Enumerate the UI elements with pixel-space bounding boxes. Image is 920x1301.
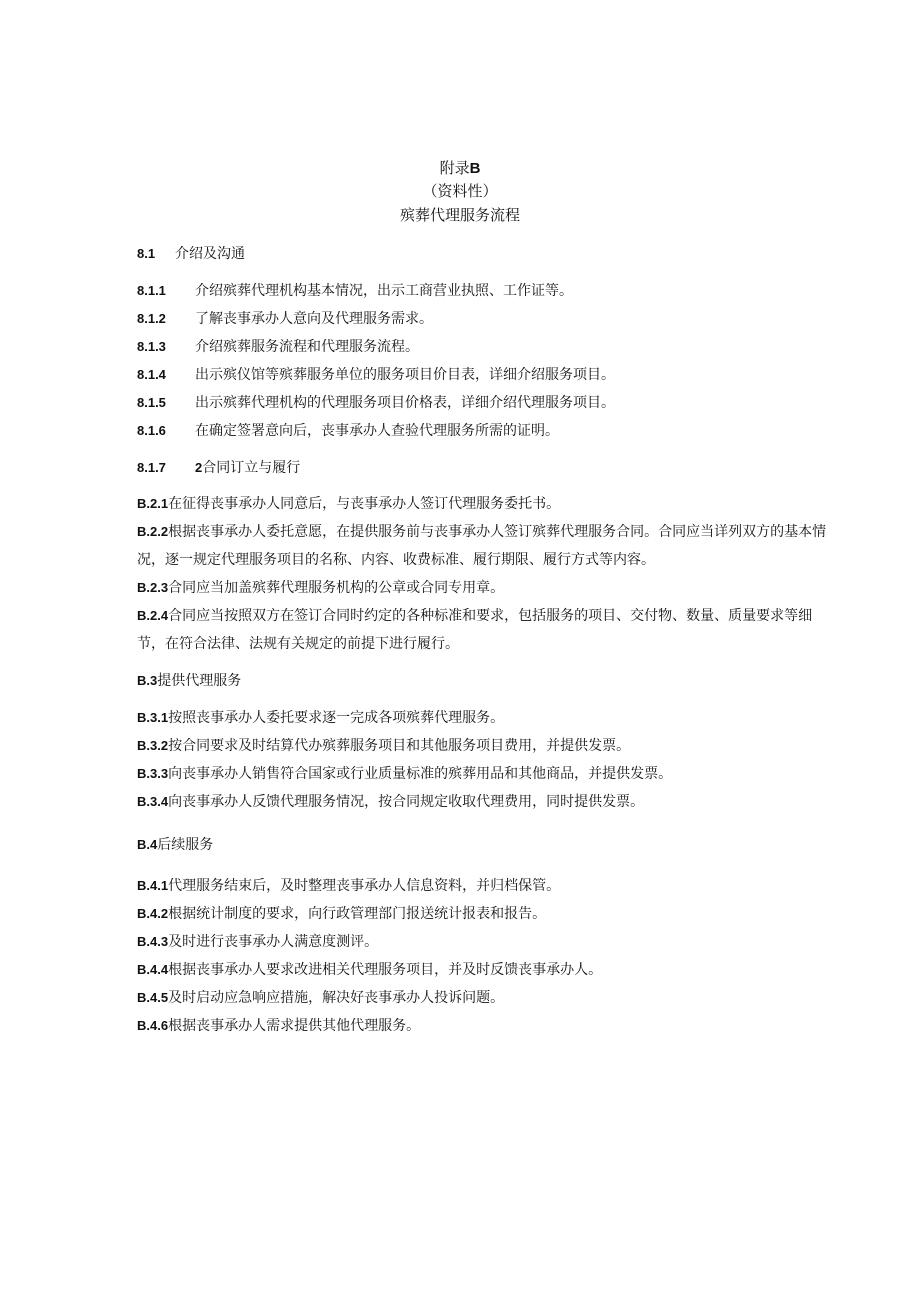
clause-number: 8.1.7 xyxy=(137,460,166,475)
clause-item xyxy=(137,764,672,784)
clause-number: B.2.1 xyxy=(137,496,169,511)
clause-item xyxy=(137,393,615,413)
clause-text: 合同应当按照双方在签订合同时约定的各种标准和要求，包括服务的项目、交付物、数量、质量要求等细节，在符合法律、法规有关规定的前提下进行履行。 xyxy=(137,608,813,652)
clause-number: 8.1.4 xyxy=(137,367,166,382)
section-title: 提供代理服务 xyxy=(157,673,242,689)
clause-text: 出示殡仪馆等殡葬服务单位的服务项目价目表，详细介绍服务项目。 xyxy=(195,367,615,383)
clause-text: 向丧事承办人反馈代理服务情况，按合同规定收取代理费用，同时提供发票。 xyxy=(168,794,645,810)
clause-item xyxy=(137,792,644,812)
clause-number: B.3.1 xyxy=(137,710,169,725)
clause-item xyxy=(137,458,300,478)
clause-text: 在确定签署意向后，丧事承办人查验代理服务所需的证明。 xyxy=(195,423,559,439)
clause-item xyxy=(137,365,615,385)
clause-text: 按合同要求及时结算代办殡葬服务项目和其他服务项目费用，并提供发票。 xyxy=(168,738,631,754)
clause-number: B.4.6 xyxy=(137,1018,169,1033)
clause-text: 向丧事承办人销售符合国家或行业质量标准的殡葬用品和其他商品，并提供发票。 xyxy=(168,766,673,782)
clause-number: 8.1.6 xyxy=(137,423,166,438)
clause-item xyxy=(137,281,573,301)
section-heading xyxy=(137,671,241,691)
section-number: B.3 xyxy=(137,673,158,688)
appendix-label xyxy=(0,158,920,179)
clause-number: 8.1.5 xyxy=(137,395,166,410)
clause-paragraph xyxy=(137,602,827,658)
section-heading xyxy=(137,244,245,264)
clause-item xyxy=(137,421,559,441)
clause-item xyxy=(137,932,378,952)
clause-text: 在征得丧事承办人同意后，与丧事承办人签订代理服务委托书。 xyxy=(168,496,561,512)
clause-number: B.2.4 xyxy=(137,608,169,623)
clause-number: B.3.3 xyxy=(137,766,169,781)
clause-item xyxy=(137,337,419,357)
clause-text: 代理服务结束后，及时整理丧事承办人信息资料，并归档保管。 xyxy=(168,878,561,894)
clause-number: B.4.2 xyxy=(137,906,169,921)
clause-number: B.4.5 xyxy=(137,990,169,1005)
clause-number: 8.1.2 xyxy=(137,311,166,326)
section-heading xyxy=(137,835,213,855)
clause-paragraph xyxy=(137,518,827,574)
clause-number: 8.1.1 xyxy=(137,283,166,298)
clause-text: 出示殡葬代理机构的代理服务项目价格表，详细介绍代理服务项目。 xyxy=(195,395,615,411)
clause-item xyxy=(137,988,504,1008)
clause-number: B.4.3 xyxy=(137,934,169,949)
clause-paragraph xyxy=(137,574,827,602)
clause-prefix: 2 xyxy=(195,460,203,475)
section-title: 介绍及沟通 xyxy=(175,246,245,262)
clause-text: 及时进行丧事承办人满意度测评。 xyxy=(168,934,379,950)
clause-text: 按照丧事承办人委托要求逐一完成各项殡葬代理服务。 xyxy=(168,710,505,726)
clause-text: 根据丧事承办人需求提供其他代理服务。 xyxy=(168,1018,421,1034)
clause-number: B.4.4 xyxy=(137,962,169,977)
appendix-nature: （资料性） xyxy=(422,182,498,200)
clause-text: 了解丧事承办人意向及代理服务需求。 xyxy=(195,311,433,327)
clause-number: B.4.1 xyxy=(137,878,169,893)
clause-number: 8.1.3 xyxy=(137,339,166,354)
clause-number: B.2.2 xyxy=(137,524,169,539)
clause-text: 合同订立与履行 xyxy=(202,460,301,476)
clause-item xyxy=(137,960,602,980)
clause-item xyxy=(137,1016,420,1036)
section-title: 后续服务 xyxy=(157,837,214,853)
appendix-letter: B xyxy=(469,160,481,177)
clause-text: 根据丧事承办人委托意愿，在提供服务前与丧事承办人签订殡葬代理服务合同。合同应当详列双方的基本情况，逐一规定代理服务项目的名称、内容、收费标准、履行期限、履行方式等内容。 xyxy=(137,524,827,568)
clause-number: B.3.2 xyxy=(137,738,169,753)
clause-text: 介绍殡葬代理机构基本情况，出示工商营业执照、工作证等。 xyxy=(195,283,573,299)
clause-item xyxy=(137,708,504,728)
clause-number: B.3.4 xyxy=(137,794,169,809)
clause-item xyxy=(137,736,630,756)
clause-text: 合同应当加盖殡葬代理服务机构的公章或合同专用章。 xyxy=(168,580,505,596)
clause-text: 介绍殡葬服务流程和代理服务流程。 xyxy=(195,339,419,355)
clause-number: B.2.3 xyxy=(137,580,169,595)
section-number: 8.1 xyxy=(137,246,156,261)
appendix-title: 殡葬代理服务流程 xyxy=(399,206,520,224)
appendix-prefix: 附录 xyxy=(439,159,470,177)
clause-item xyxy=(137,904,546,924)
clause-text: 根据统计制度的要求，向行政管理部门报送统计报表和报告。 xyxy=(168,906,547,922)
clause-item xyxy=(137,876,560,896)
clause-text: 及时启动应急响应措施，解决好丧事承办人投诉问题。 xyxy=(168,990,505,1006)
clause-text: 根据丧事承办人要求改进相关代理服务项目，并及时反馈丧事承办人。 xyxy=(168,962,603,978)
clause-item xyxy=(137,309,433,329)
section-number: B.4 xyxy=(137,837,158,852)
clause-paragraph xyxy=(137,490,827,518)
